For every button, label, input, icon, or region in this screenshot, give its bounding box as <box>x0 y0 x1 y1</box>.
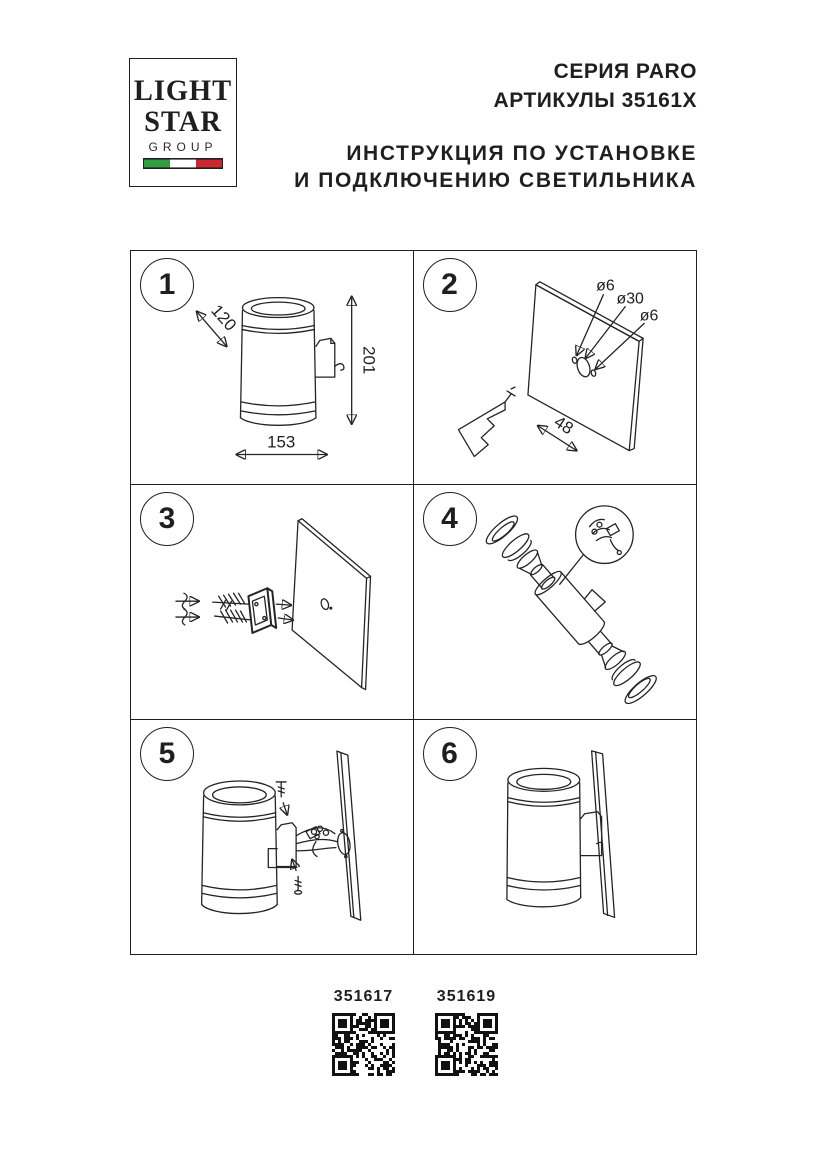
wiring-detail-circle <box>559 506 632 584</box>
italian-flag-icon <box>143 158 223 169</box>
steps-grid <box>130 250 697 955</box>
step-5-number: 5 <box>140 727 194 781</box>
wires <box>296 826 337 856</box>
screw-icons <box>176 594 199 626</box>
step-1-number: 1 <box>140 258 194 312</box>
panel-4 <box>414 485 697 719</box>
qr-code-351617 <box>332 1013 395 1076</box>
instruction-title <box>294 140 697 194</box>
hole-leaders <box>576 278 658 369</box>
qr-code-351619 <box>435 1013 498 1076</box>
step-2-number: 2 <box>423 258 477 312</box>
lamp-cylinder <box>240 298 315 426</box>
qr-label-351619: 351619 <box>436 988 497 1005</box>
instruction-line-2: И ПОДКЛЮЧЕНИЮ СВЕТИЛЬНИКА <box>294 169 697 192</box>
lamp-cylinder <box>202 781 278 914</box>
panel-2 <box>414 251 697 485</box>
series-title: СЕРИЯ PARO <box>553 60 697 83</box>
dimension-lines <box>197 297 379 455</box>
dim-width-label: 153 <box>267 432 296 452</box>
offset-dimension <box>537 412 576 451</box>
step-6-number: 6 <box>423 727 477 781</box>
lamp-cylinder <box>506 768 580 906</box>
dim-diameter-label: 120 <box>207 301 241 335</box>
hole-left-label: ø6 <box>595 277 615 295</box>
panel-6 <box>414 720 697 954</box>
panel-1 <box>131 251 414 485</box>
fixing-screws <box>276 782 301 894</box>
drill-holes <box>571 356 596 379</box>
lightstar-logo <box>129 58 237 187</box>
logo-light-text: LIGHT <box>133 74 233 107</box>
wall-panel <box>292 519 370 690</box>
bracket-plate <box>248 589 276 634</box>
header-titles <box>494 57 697 115</box>
instruction-line-1: ИНСТРУКЦИЯ ПО УСТАНОВКЕ <box>346 142 697 165</box>
logo-group-text: GROUP <box>148 140 218 154</box>
hole-right-label: ø6 <box>639 307 658 325</box>
wall-panel <box>337 751 361 920</box>
panel-5 <box>131 720 414 954</box>
logo-star-text: STAR <box>144 105 222 138</box>
qr-label-351617: 351617 <box>333 988 394 1005</box>
panel-3 <box>131 485 414 719</box>
step-4-number: 4 <box>423 492 477 546</box>
wall-panel <box>591 751 614 918</box>
dim-height-label: 201 <box>359 346 379 375</box>
mount-bracket <box>316 338 344 377</box>
step-3-number: 3 <box>140 492 194 546</box>
dim-offset-label: 48 <box>550 412 577 439</box>
hole-center-label: ø30 <box>616 290 644 308</box>
template-tool <box>458 387 515 457</box>
articles-title: АРТИКУЛЫ 35161X <box>493 89 697 112</box>
